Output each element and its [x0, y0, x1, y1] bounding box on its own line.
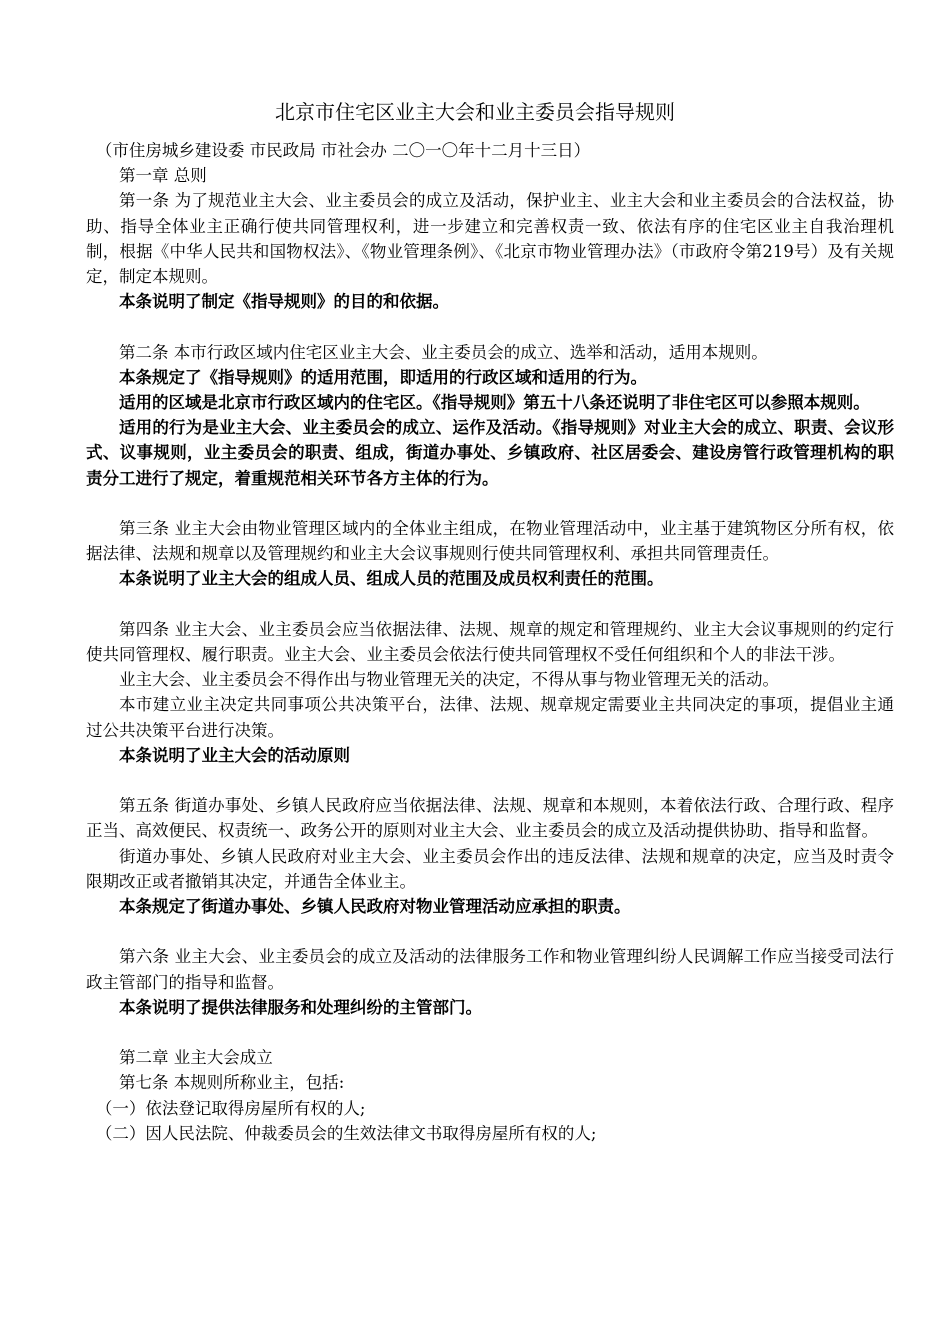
paragraph-gap — [86, 314, 894, 339]
list-item: （一）依法登记取得房屋所有权的人; — [95, 1098, 366, 1118]
article-paragraph: 第一条 为了规范业主大会、业主委员会的成立及活动，保护业主、业主大会和业主委员会的合法权益，协助、指导全体业主正确行使共同管理权利，进一步建立和完善权责一致、依法有序的住宅区业主自我治理机制，根据《中华人民共和国物权法》、《物业管理条例》、《北京市物业管理办法》（市政府令第219号）及有关规定，制定本规则。 — [86, 191, 894, 287]
paragraph-gap — [86, 919, 894, 944]
article-note: 本条说明了业主大会的活动原则 — [119, 745, 350, 765]
paragraph-gap — [86, 491, 894, 516]
article-note: 本条规定了街道办事处、乡镇人民政府对物业管理活动应承担的职责。 — [119, 897, 631, 917]
paragraph-gap — [86, 1020, 894, 1045]
article-paragraph: 第四条 业主大会、业主委员会应当依据法律、法规、规章的规定和管理规约、业主大会议事规则的约定行使共同管理权、履行职责。业主大会、业主委员会依法行使共同管理权不受任何组织和个人的非法干涉。 — [86, 619, 894, 665]
article-paragraph: 第二条 本市行政区域内住宅区业主大会、业主委员会的成立、选举和活动，适用本规则。 — [119, 342, 768, 362]
article-paragraph: 街道办事处、乡镇人民政府对业主大会、业主委员会作出的违反法律、法规和规章的决定，应当及时责令限期改正或者撤销其决定，并通告全体业主。 — [86, 846, 894, 891]
article-paragraph: 第五条 街道办事处、乡镇人民政府应当依据法律、法规、规章和本规则，本着依法行政、合理行政、程序正当、高效便民、权责统一、政务公开的原则对业主大会、业主委员会的成立及活动提供协助、指导和监督。 — [86, 796, 894, 841]
chapter-heading: 第二章 业主大会成立 — [119, 1048, 273, 1068]
article-note: 本条说明了提供法律服务和处理纠纷的主管部门。 — [119, 997, 482, 1017]
list-item: （二）因人民法院、仲裁委员会的生效法律文书取得房屋所有权的人; — [95, 1123, 597, 1143]
chapter-heading: 第一章 总则 — [119, 166, 207, 186]
article-paragraph: 第七条 本规则所称业主，包括: — [119, 1073, 345, 1093]
paragraph-gap — [86, 592, 894, 617]
article-note: 本条说明了制定《指导规则》的目的和依据。 — [119, 292, 449, 312]
article-note: 本条说明了业主大会的组成人员、组成人员的范围及成员权利责任的范围。 — [119, 569, 664, 589]
article-paragraph: 本市建立业主决定共同事项公共决策平台，法律、法规、规章规定需要业主共同决定的事项，提倡业主通过公共决策平台进行决策。 — [86, 695, 894, 740]
article-paragraph: 业主大会、业主委员会不得作出与物业管理无关的决定，不得从事与物业管理无关的活动。 — [119, 670, 779, 690]
article-paragraph: 第三条 业主大会由物业管理区域内的全体业主组成，在物业管理活动中，业主基于建筑物区分所有权，依据法律、法规和规章以及管理规约和业主大会议事规则行使共同管理权利、承担共同管理责任。 — [86, 519, 894, 564]
document-title: 北京市住宅区业主大会和业主委员会指导规则 — [275, 100, 675, 124]
article-paragraph: 第六条 业主大会、业主委员会的成立及活动的法律服务工作和物业管理纠纷人民调解工作应当接受司法行政主管部门的指导和监督。 — [86, 947, 894, 992]
document-subtitle: （市住房城乡建设委 市民政局 市社会办 二〇一〇年十二月十三日） — [95, 141, 591, 160]
article-note: 本条规定了《指导规则》的适用范围，即适用的行政区域和适用的行为。 — [119, 367, 647, 387]
article-note: 适用的区域是北京市行政区域内的住宅区。《指导规则》第五十八条还说明了非住宅区可以参照本规则。 — [119, 393, 870, 413]
paragraph-gap — [86, 768, 894, 793]
article-note: 适用的行为是业主大会、业主委员会的成立、运作及活动。《指导规则》对业主大会的成立、职责、会议形式、议事规则，业主委员会的职责、组成，街道办事处、乡镇政府、社区居委会、建设房管行政管理机构的职责分工进行了规定，着重规范相关环节各方主体的行为。 — [86, 418, 894, 488]
document-body — [86, 138, 894, 1146]
